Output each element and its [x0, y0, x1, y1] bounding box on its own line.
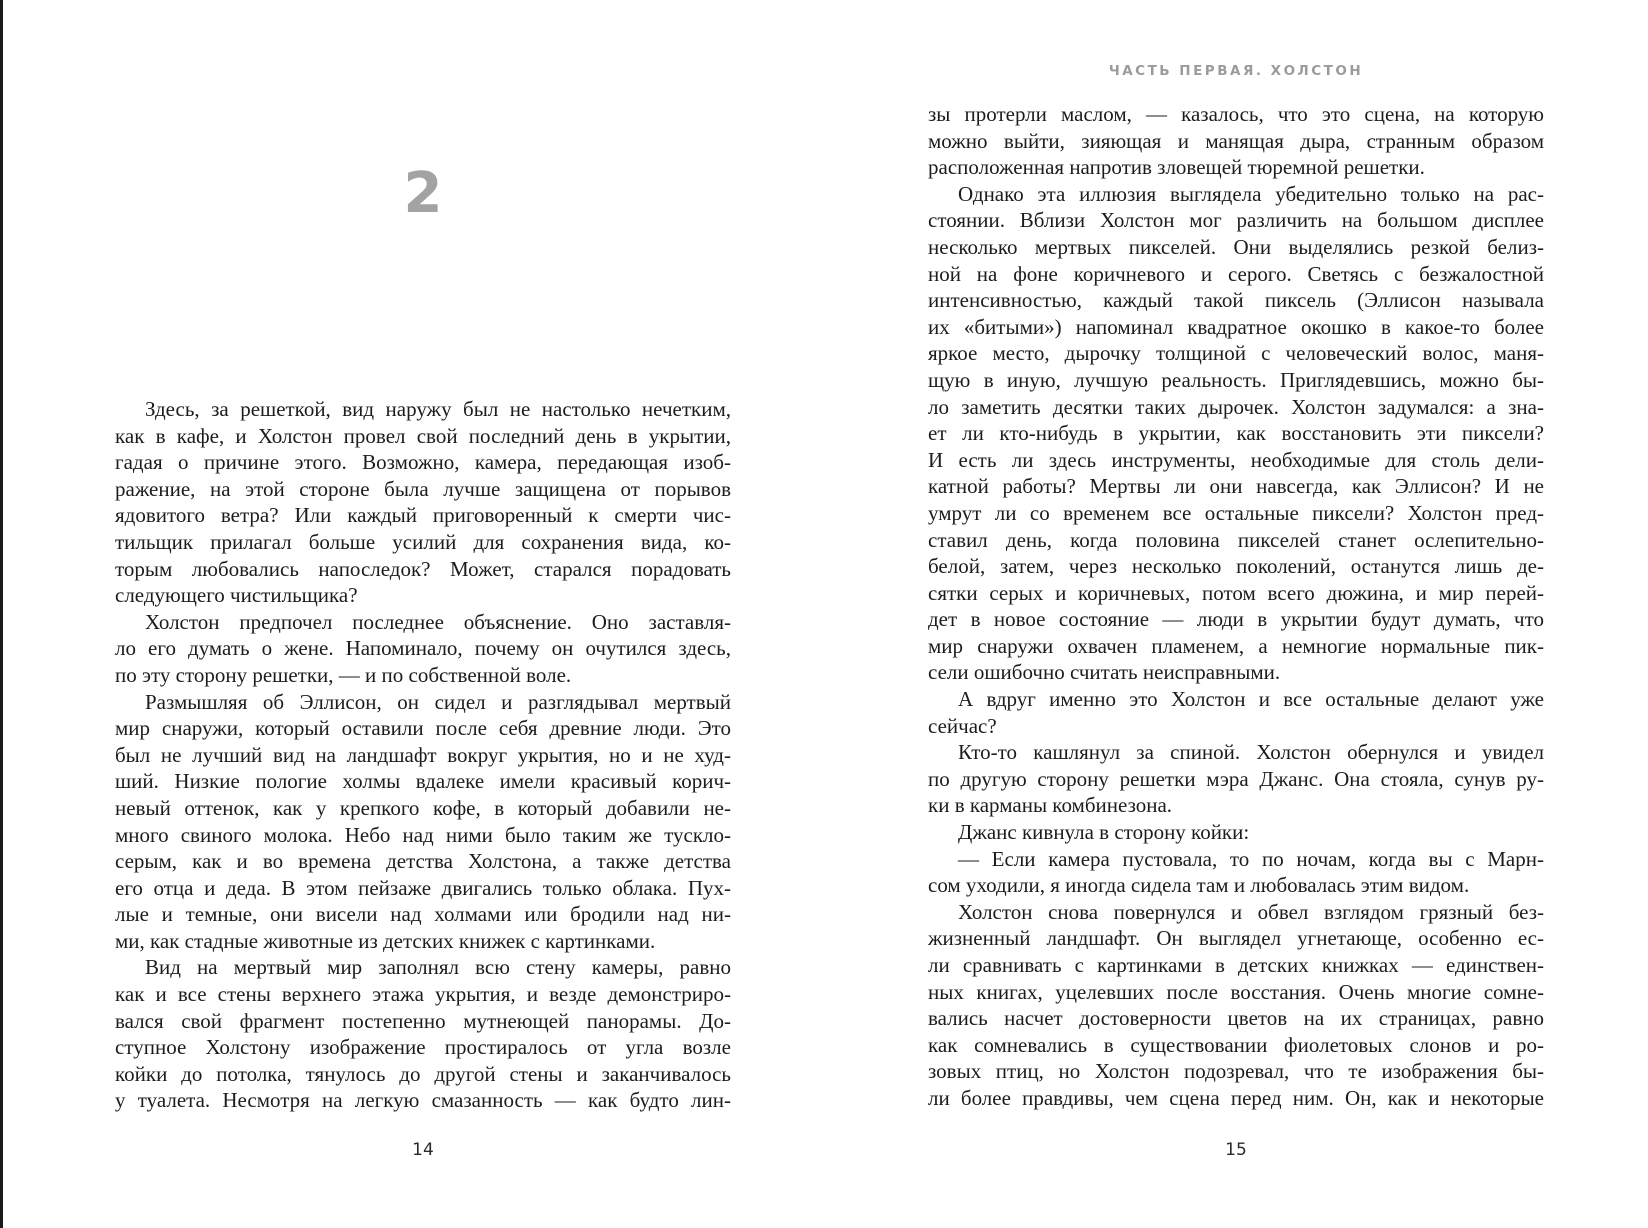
text-line: ступное Холстону изображение простиралось от угла возле	[115, 1035, 731, 1060]
text-line: А вдруг именно это Холстон и все остальные делают уже	[958, 687, 1544, 712]
text-line: ражение, на этой стороне была лучше защищена от порывов	[115, 476, 731, 501]
left-page-number: 14	[412, 1140, 434, 1160]
text-line: дет в новое состояние — люди в укрытии будут думать, что	[928, 607, 1544, 632]
text-line: Кто-то кашлянул за спиной. Холстон обернулся и увидел	[958, 740, 1544, 765]
text-line: их «битыми») напоминал квадратное окошко в какое-то более	[928, 314, 1544, 339]
text-line: невый оттенок, как у крепкого кофе, в который добавили не-	[115, 795, 731, 820]
text-line: мир снаружи, который оставили после себя древние люди. Это	[115, 716, 731, 741]
text-line: ший. Низкие пологие холмы вдалеке имели красивый корич-	[115, 769, 731, 794]
text-line: Здесь, за решеткой, вид наружу был не настолько нечетким,	[145, 397, 731, 421]
text-line: щую в иную, лучшую реальность. Приглядевшись, можно бы-	[928, 367, 1544, 392]
text-line: сели ошибочно считать неисправными.	[928, 660, 1281, 685]
text-line: торым любовались напоследок? Может, старался порадовать	[115, 556, 731, 581]
text-line: серым, как и во времена детства Холстона, а также детства	[115, 849, 731, 874]
text-line: ной на фоне коричневого и серого. Светясь с безжалостной	[928, 261, 1544, 286]
text-line: Вид на мертвый мир заполнял всю стену камеры, равно	[145, 955, 731, 980]
text-line: Размышляя об Эллисон, он сидел и разглядывал мертвый	[145, 689, 731, 714]
text-line: у туалета. Несмотря на легкую смазанность — как будто лин-	[115, 1088, 731, 1113]
text-line: как сомневались в существовании фиолетовых слонов и ро-	[928, 1032, 1544, 1057]
text-line: Джанс кивнула в сторону койки:	[958, 820, 1250, 845]
text-line: ки в карманы комбинезона.	[928, 793, 1173, 818]
page-spine-edge	[0, 0, 3, 1228]
text-line: ло его думать о жене. Напоминало, почему он очутился здесь,	[115, 636, 731, 661]
text-line: сятки серых и коричневых, потом всего дюжина, и мир перей-	[928, 580, 1544, 605]
text-line: вался свой фрагмент постепенно мутнеющей панорамы. До-	[115, 1008, 731, 1033]
text-line: можно выйти, зияющая и манящая дыра, странным образом	[928, 128, 1544, 153]
right-page-number: 15	[1225, 1140, 1247, 1160]
text-line: стоянии. Вблизи Холстон мог различить на большом дисплее	[928, 208, 1544, 233]
running-header: ЧАСТЬ ПЕРВАЯ. ХОЛСТОН	[1108, 63, 1364, 79]
text-line: зы протерли маслом, — казалось, что это сцена, на которую	[928, 102, 1544, 126]
text-line: вались насчет достоверности цветов на их страницах, равно	[928, 1006, 1544, 1031]
text-line: лые и темные, они висели над холмами или бродили над ни-	[115, 902, 731, 927]
text-line: несколько мертвых пикселей. Они выделялись резкой белиз-	[928, 234, 1544, 259]
text-line: был не лучший вид на ландшафт вокруг укрытия, но и не худ-	[115, 742, 731, 767]
text-line: сейчас?	[928, 713, 997, 738]
text-line: ставил день, когда половина пикселей станет ослепительно-	[928, 527, 1544, 552]
text-line: мир снаружи охвачен пламенем, а немногие нормальные пик-	[928, 633, 1544, 658]
text-line: ли сравнивать с картинками в детских книжках — единствен-	[928, 953, 1544, 977]
text-line: по другую сторону решетки мэра Джанс. Она стояла, сунув ру-	[928, 766, 1544, 791]
text-line: ми, как стадные животные из детских книжек с картинками.	[115, 928, 656, 953]
right-page	[928, 0, 1544, 1228]
text-line: как в кафе, и Холстон провел свой последний день в укрытии,	[115, 423, 731, 448]
text-line: белой, затем, через несколько поколений, останутся лишь де-	[928, 554, 1544, 579]
text-line: катной работы? Мертвы ли они навсегда, как Эллисон? И не	[928, 474, 1544, 499]
text-line: гадая о причине этого. Возможно, камера, передающая изоб-	[115, 450, 731, 475]
text-line: ядовитого ветра? Или каждый приговоренный к смерти чис-	[115, 503, 731, 528]
text-line: сом уходили, я иногда сидела там и любовалась этим видом.	[928, 873, 1470, 898]
text-line: ло заметить десятки таких дырочек. Холстон задумался: а зна-	[928, 394, 1544, 419]
text-line: Холстон предпочел последнее объяснение. Оно заставля-	[145, 609, 731, 634]
text-line: И есть ли здесь инструменты, необходимые для столь дели-	[928, 447, 1544, 472]
text-line: как и все стены верхнего этажа укрытия, и везде демонстриро-	[115, 982, 731, 1007]
text-line: по эту сторону решетки, — и по собственной воле.	[115, 662, 572, 687]
text-line: койки до потолка, тянулось до другой стены и заканчивалось	[115, 1061, 731, 1086]
text-line: его отца и деда. В этом пейзаже двигались только облака. Пух-	[115, 875, 731, 900]
text-line: умрут ли со временем все остальные пиксели? Холстон пред-	[928, 500, 1544, 525]
text-line: Холстон снова повернулся и обвел взглядом грязный без-	[958, 899, 1544, 924]
text-line: ли более правдивы, чем сцена перед ним. Он, как и некоторые	[928, 1085, 1544, 1110]
text-line: расположенная напротив зловещей тюремной решетки.	[928, 155, 1425, 180]
text-line: яркое место, дырочку толщиной с человеческий волос, маня-	[928, 341, 1544, 366]
left-page-text	[115, 396, 731, 1114]
text-line: — Если камера пустовала, то по ночам, когда вы с Марн-	[958, 846, 1544, 871]
text-line: жизненный ландшафт. Он выглядел угнетающе, особенно ес-	[928, 926, 1544, 951]
text-line: много свиного молока. Небо над ними было таким же тускло-	[115, 822, 731, 847]
text-line: ет ли кто-нибудь в укрытии, как восстановить эти пиксели?	[928, 421, 1544, 446]
text-line: Однако эта иллюзия выглядела убедительно только на рас-	[958, 181, 1544, 206]
text-line: тильщик прилагал больше усилий для сохранения вида, ко-	[115, 529, 731, 554]
text-line: ных книгах, уцелевших после восстания. Очень многие сомне-	[928, 979, 1544, 1004]
text-line: интенсивностью, каждый такой пиксель (Эллисон называла	[928, 288, 1544, 313]
right-page-text	[928, 101, 1544, 1112]
text-line: следующего чистильщика?	[115, 583, 358, 608]
chapter-number: 2	[403, 161, 443, 226]
left-page	[115, 0, 731, 1228]
text-line: зовых птиц, но Холстон подозревал, что те изображения бы-	[928, 1059, 1544, 1084]
